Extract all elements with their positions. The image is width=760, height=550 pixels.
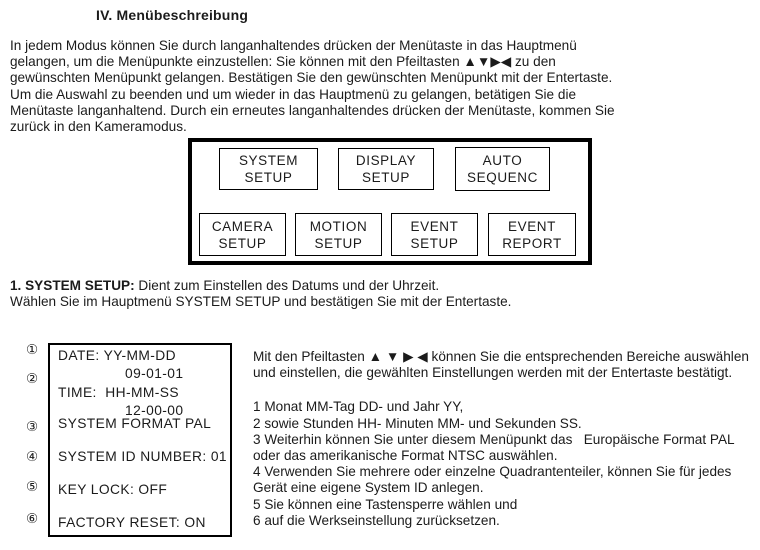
menu-button-label: SETUP (314, 235, 363, 251)
menu-button-display-setup (338, 148, 434, 190)
circled-number-4: ④ (26, 449, 39, 465)
menu-button-event-report (488, 213, 576, 256)
sys-line-date: DATE: YY-MM-DD (58, 348, 177, 363)
menu-button-event-setup (391, 213, 478, 256)
notes-line: 4 Verwenden Sie mehrere oder einzelne Quadrantenteiler, können Sie für jedes (253, 464, 732, 480)
notes-line: und einstellen, die gewählten Einstellungen werden mit der Entertaste bestätigt. (253, 365, 733, 381)
section-heading-rest: Dient zum Einstellen des Datums und der Uhrzeit. (134, 278, 440, 293)
page-title: IV. Menübeschreibung (96, 7, 249, 23)
circled-number-3: ③ (26, 419, 39, 435)
intro-line: In jedem Modus können Sie durch langanhaltendes drücken der Menütaste in das Hauptmenü (10, 38, 577, 53)
menu-button-label: SETUP (218, 235, 267, 251)
menu-button-label: SEQUENC (467, 170, 538, 185)
menu-button-label: CAMERA (211, 218, 274, 234)
notes-line: 2 sowie Stunden HH- Minuten MM- und Sekunden SS. (253, 415, 582, 431)
notes-line: 3 Weiterhin können Sie unter diesem Menüpunkt das Europäische Format PAL (253, 431, 735, 447)
section-heading (10, 278, 511, 294)
system-setup-screen-diagram (48, 343, 232, 537)
circled-number-6: ⑥ (26, 511, 39, 527)
menu-button-label: DISPLAY (355, 153, 417, 168)
menu-button-label: EVENT (410, 218, 459, 234)
intro-line: Menütaste langanhaltend. Durch ein erneutes langanhaltendes drücken der Menütaste, kommen Sie (10, 102, 615, 118)
menu-button-label: REPORT (502, 235, 562, 251)
notes-line: 6 auf die Werkseinstellung zurücksetzen. (253, 512, 500, 528)
sys-line-system-format: SYSTEM FORMAT PAL (58, 416, 212, 431)
intro-line: gewünschten Menüpunkt gelangen. Bestätigen Sie den gewünschten Menüpunkt mit der Entertaste. (10, 70, 613, 86)
menu-button-label: SETUP (244, 170, 293, 185)
sys-line-system-id: SYSTEM ID NUMBER: 01 (58, 449, 227, 464)
menu-button-system-setup (219, 148, 318, 190)
notes-line: Gerät eine eigene System ID anlegen. (253, 480, 484, 496)
sys-line-factory-reset: FACTORY RESET: ON (58, 515, 206, 530)
section-subline: Wählen Sie im Hauptmenü SYSTEM SETUP und bestätigen Sie mit der Entertaste. (10, 294, 512, 310)
notes-column (253, 349, 749, 529)
section-heading-bold: 1. SYSTEM SETUP: (10, 278, 135, 293)
menu-button-label: MOTION (309, 218, 368, 234)
menu-button-label: SETUP (410, 235, 459, 251)
intro-line: gelangen, um die Menüpunkte einzustellen: Sie können mit den Pfeiltasten ▲▼▶◀ zu den (10, 54, 556, 70)
intro-line: Um die Auswahl zu beenden und um wieder in das Hauptmenü zu gelangen, betätigen Sie die (10, 86, 577, 102)
circled-number-1: ① (26, 342, 39, 358)
sys-line-key-lock: KEY LOCK: OFF (58, 482, 168, 497)
menu-button-auto-sequence (455, 147, 550, 191)
circled-number-5: ⑤ (26, 479, 39, 495)
notes-line: 1 Monat MM-Tag DD- und Jahr YY, (253, 399, 464, 415)
menu-button-label: EVENT (507, 218, 556, 234)
notes-line: 5 Sie können eine Tastensperre wählen und (253, 496, 518, 512)
menu-button-motion-setup (295, 213, 382, 256)
intro-paragraph (10, 38, 615, 135)
sys-line-time: TIME: HH-MM-SS (58, 385, 179, 400)
notes-line: oder das amerikanische Format NTSC auswählen. (253, 448, 558, 464)
section-1-system-setup (10, 278, 511, 310)
sys-line-date-value: 09-01-01 (125, 366, 184, 381)
sys-line-time-value: 12-00-00 (125, 403, 184, 418)
circled-number-2: ② (26, 371, 39, 387)
menu-button-label: SYSTEM (238, 153, 299, 168)
intro-line: zurück in den Kameramodus. (10, 119, 187, 135)
menu-button-label: SETUP (361, 170, 410, 185)
menu-button-camera-setup (199, 213, 286, 256)
main-menu-diagram (188, 138, 592, 265)
notes-line: Mit den Pfeiltasten ▲ ▼ ▶ ◀ können Sie die entsprechenden Bereiche auswählen (253, 349, 749, 364)
menu-button-label: AUTO (482, 153, 523, 168)
